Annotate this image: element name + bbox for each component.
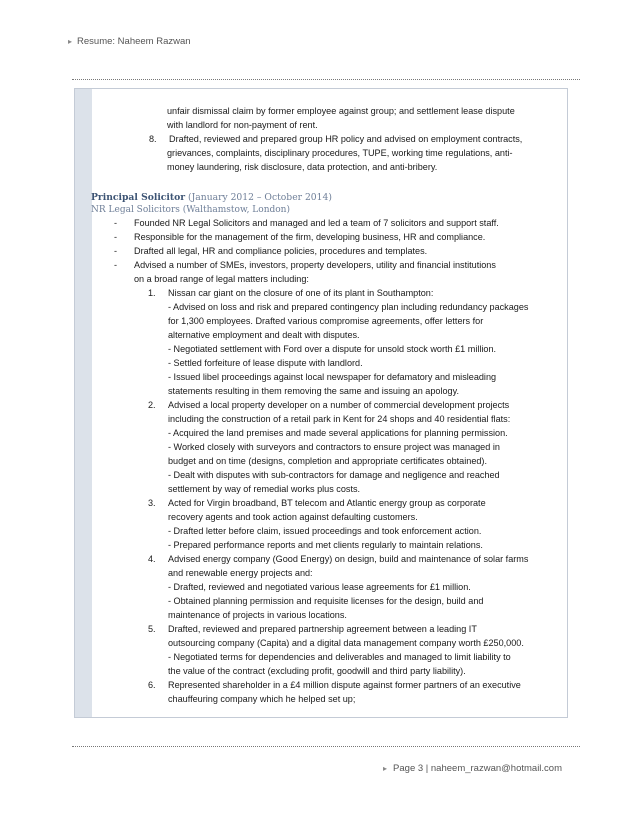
list-text: Advised energy company (Good Energy) on design, build and maintenance of solar farms bbox=[168, 554, 529, 564]
list-continuation-line: - Settled forfeiture of lease dispute with landlord. bbox=[168, 358, 363, 368]
bullet-marker: - bbox=[114, 246, 118, 256]
list-continuation-line: - Prepared performance reports and met clients regularly to maintain relations. bbox=[168, 540, 483, 550]
list-item bbox=[91, 398, 547, 412]
role-title: Principal Solicitor bbox=[91, 192, 186, 203]
bullet-continuation-line: on a broad range of legal matters including: bbox=[134, 274, 309, 284]
bullet-text: Responsible for the management of the firm, developing business, HR and compliance. bbox=[134, 232, 486, 242]
role-dates: (January 2012 – October 2014) bbox=[188, 192, 332, 203]
list-continuation-line: unfair dismissal claim by former employee against group; and settlement lease dispute bbox=[167, 106, 515, 116]
list-continuation-line: for 1,300 employees. Drafted various compromise agreements, offer letters for bbox=[168, 316, 484, 326]
list-continuation-line: grievances, complaints, disciplinary procedures, TUPE, working time regulations, anti- bbox=[167, 148, 513, 158]
list-continuation-line: - Drafted, reviewed and negotiated various lease agreements for £1 million. bbox=[168, 582, 471, 592]
list-item bbox=[91, 132, 547, 146]
list-number: 1. bbox=[148, 288, 156, 298]
list-continuation-line: - Advised on loss and risk and prepared contingency plan including redundancy packages bbox=[168, 302, 529, 312]
list-continuation-line: alternative employment and dealt with disputes. bbox=[168, 330, 360, 340]
list-continuation-line: - Dealt with disputes with sub-contractors for damage and negligence and reached bbox=[168, 470, 500, 480]
list-item bbox=[91, 496, 547, 510]
list-text: Represented shareholder in a £4 million dispute against former partners of an executive bbox=[168, 680, 521, 690]
resume-content bbox=[91, 104, 547, 706]
list-text: Nissan car giant on the closure of one of its plant in Southampton: bbox=[168, 288, 434, 298]
header-title: Resume: Naheem Razwan bbox=[77, 36, 191, 47]
list-text: Acted for Virgin broadband, BT telecom and Atlantic energy group as corporate bbox=[168, 498, 486, 508]
role-firm: NR Legal Solicitors (Walthamstow, London) bbox=[91, 205, 290, 215]
list-continuation-line: - Negotiated terms for dependencies and deliverables and managed to limit liability to bbox=[168, 652, 511, 662]
side-band bbox=[75, 89, 92, 717]
list-item bbox=[91, 678, 547, 692]
list-continuation-line: recovery agents and took action against defaulting customers. bbox=[168, 512, 418, 522]
list-item bbox=[91, 286, 547, 300]
list-text: Drafted, reviewed and prepared group HR policy and advised on employment contracts, bbox=[169, 134, 523, 144]
role-heading bbox=[91, 191, 547, 204]
list-text: Advised a local property developer on a number of commercial development projects bbox=[168, 400, 510, 410]
list-number: 3. bbox=[148, 498, 156, 508]
header-divider bbox=[72, 79, 580, 80]
list-continuation-line: settlement by way of remedial works plus costs. bbox=[168, 484, 361, 494]
list-continuation-line: money laundering, risk disclosure, data protection, and anti-bribery. bbox=[167, 162, 438, 172]
list-number: 5. bbox=[148, 624, 156, 634]
bullet-marker: - bbox=[114, 218, 118, 228]
list-continuation-line: with landlord for non-payment of rent. bbox=[167, 120, 318, 130]
list-continuation-line: chauffeuring company which he helped set up; bbox=[168, 694, 356, 704]
list-continuation-line: - Drafted letter before claim, issued proceedings and took enforcement action. bbox=[168, 526, 482, 536]
numbered-list bbox=[91, 286, 547, 706]
bullet-text: Founded NR Legal Solicitors and managed and led a team of 7 solicitors and support staff. bbox=[134, 218, 499, 228]
list-text: Drafted, reviewed and prepared partnership agreement between a leading IT bbox=[168, 624, 477, 634]
chevron-right-icon: ▸ bbox=[68, 37, 73, 46]
list-continuation-line: - Worked closely with surveyors and contractors to ensure project was managed in bbox=[168, 442, 500, 452]
list-continuation-line: maintenance of projects in various locations. bbox=[168, 610, 347, 620]
bullet-list bbox=[91, 216, 547, 286]
bullet-item bbox=[91, 244, 547, 258]
bullet-marker: - bbox=[114, 260, 118, 270]
footer-divider bbox=[72, 746, 580, 747]
running-footer bbox=[383, 763, 562, 774]
list-continuation-line: the value of the contract (excluding profit, goodwill and third party liability). bbox=[168, 666, 466, 676]
bullet-marker: - bbox=[114, 232, 118, 242]
list-continuation-line: statements resulting in them removing the same and issuing an apology. bbox=[168, 386, 459, 396]
bullet-item bbox=[91, 258, 547, 272]
list-continuation-line: - Acquired the land premises and made several applications for planning permission. bbox=[168, 428, 508, 438]
bullet-item bbox=[91, 216, 547, 230]
bullet-text: Drafted all legal, HR and compliance policies, procedures and templates. bbox=[134, 246, 428, 256]
list-number: 2. bbox=[148, 400, 156, 410]
list-continuation-line: budget and on time (designs, completion and appropriate certificates obtained). bbox=[168, 456, 487, 466]
bullet-text: Advised a number of SMEs, investors, property developers, utility and financial institutions bbox=[134, 260, 496, 270]
list-continuation-line: - Obtained planning permission and requisite licenses for the design, build and bbox=[168, 596, 484, 606]
list-number: 8. bbox=[149, 134, 157, 144]
footer-text: Page 3 | naheem_razwan@hotmail.com bbox=[393, 763, 562, 774]
running-header bbox=[68, 36, 191, 47]
list-continuation-line: including the construction of a retail park in Kent for 24 shops and 40 residential flats: bbox=[168, 414, 511, 424]
bullet-item bbox=[91, 230, 547, 244]
list-continuation-line: - Issued libel proceedings against local newspaper for defamatory and misleading bbox=[168, 372, 497, 382]
chevron-right-icon: ▸ bbox=[383, 764, 388, 773]
continued-list bbox=[91, 104, 547, 174]
list-continuation-line: - Negotiated settlement with Ford over a dispute for unsold stock worth £1 million. bbox=[168, 344, 497, 354]
list-number: 6. bbox=[148, 680, 156, 690]
list-continuation-line: outsourcing company (Capita) and a digital data management company worth £250,000. bbox=[168, 638, 524, 648]
list-item bbox=[91, 622, 547, 636]
list-continuation-line: and renewable energy projects and: bbox=[168, 568, 313, 578]
list-item bbox=[91, 552, 547, 566]
list-number: 4. bbox=[148, 554, 156, 564]
